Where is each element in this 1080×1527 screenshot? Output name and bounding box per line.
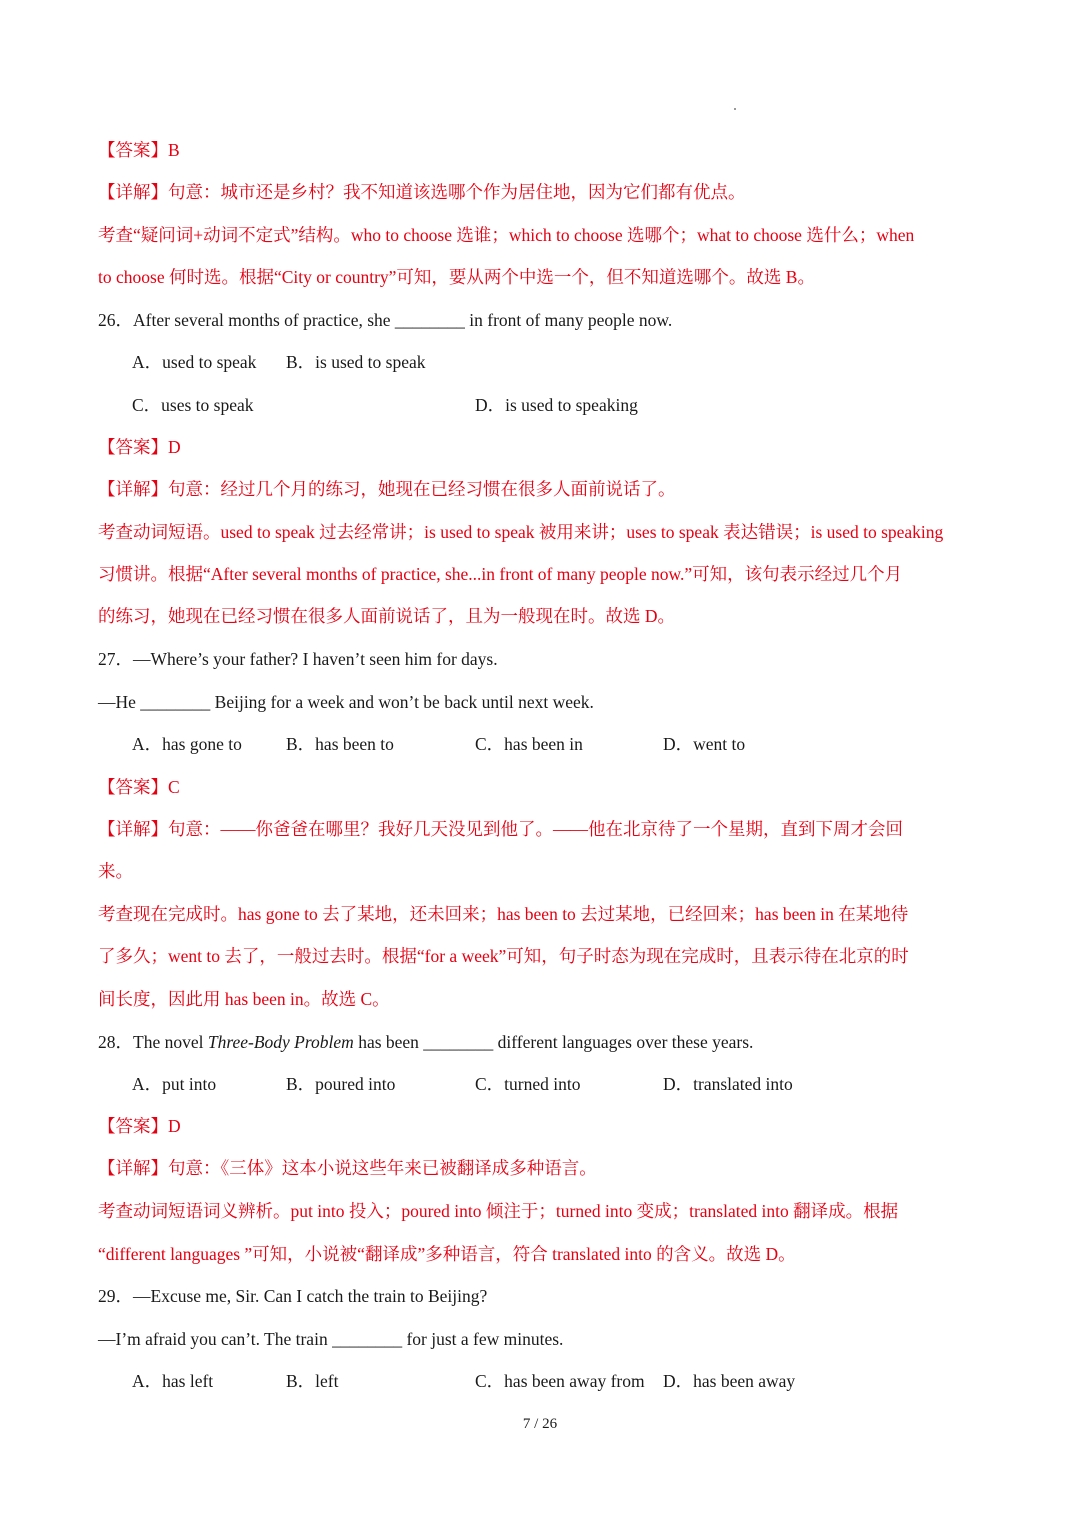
q27-stem-line-2: —He ________ Beijing for a week and won’t be back until next week.	[98, 692, 594, 712]
q25-analysis-line-2: to choose 何时选。根据“City or country”可知，要从两个中选一个，但不知道选哪个。故选 B。	[98, 267, 815, 287]
q28-novel-title: Three-Body Problem	[207, 1032, 354, 1052]
q28-answer: 【答案】D	[98, 1116, 181, 1136]
q27-detail-line-2: 来。	[98, 861, 133, 881]
q29-option-d: D．has been away	[663, 1371, 796, 1391]
q25-analysis-line-1: 考查“疑问词+动词不定式”结构。who to choose 选谁；which to choose 选哪个；what to choose 选什么；when	[98, 225, 915, 245]
q28-option-d: D．translated into	[663, 1074, 793, 1094]
q28-stem-suffix: has been ________ different languages over these years.	[353, 1032, 754, 1052]
q29-stem-line-1: 29．—Excuse me, Sir. Can I catch the train to Beijing?	[98, 1286, 488, 1306]
q26-option-c: C．uses to speak	[132, 395, 254, 415]
q29-stem-line-2: —I’m afraid you can’t. The train ________ for just a few minutes.	[98, 1329, 564, 1349]
q25-detail: 【详解】句意：城市还是乡村？我不知道该选哪个作为居住地，因为它们都有优点。	[98, 182, 746, 202]
q26-answer: 【答案】D	[98, 437, 181, 457]
q27-analysis-line-3: 间长度，因此用 has been in。故选 C。	[98, 989, 390, 1009]
scan-dot	[734, 108, 736, 110]
q26-option-d: D．is used to speaking	[475, 395, 638, 415]
q28-analysis-line-2: “different languages ”可知，小说被“翻译成”多种语言，符合 translated into 的含义。故选 D。	[98, 1244, 796, 1264]
q28-option-c: C．turned into	[475, 1074, 581, 1094]
q26-analysis-line-3: 的练习，她现在已经习惯在很多人面前说话了，且为一般现在时。故选 D。	[98, 606, 676, 626]
q27-analysis-line-1: 考查现在完成时。has gone to 去了某地，还未回来；has been to 去过某地，已经回来；has been in 在某地待	[98, 904, 909, 924]
q27-option-c: C．has been in	[475, 734, 583, 754]
q28-analysis-line-1: 考查动词短语词义辨析。put into 投入；poured into 倾注于；turned into 变成；translated into 翻译成。根据	[98, 1201, 899, 1221]
q26-analysis-line-2: 习惯讲。根据“After several months of practice, she...in front of many people now.”可知，该句表示经过几个月	[98, 564, 903, 584]
page-number: 7 / 26	[522, 1416, 558, 1432]
q26-analysis-line-1: 考查动词短语。used to speak 过去经常讲；is used to speak 被用来讲；uses to speak 表达错误；is used to speaking	[98, 522, 944, 542]
q29-option-b: B．left	[286, 1371, 339, 1391]
q29-option-a: A．has left	[132, 1371, 214, 1391]
q27-analysis-line-2: 了多久；went to 去了，一般过去时。根据“for a week”可知，句子时态为现在完成时，且表示待在北京的时	[98, 946, 909, 966]
q28-option-a: A．put into	[132, 1074, 217, 1094]
q27-stem-line-1: 27．—Where’s your father? I haven’t seen him for days.	[98, 649, 498, 669]
q27-answer: 【答案】C	[98, 777, 180, 797]
q28-option-b: B．poured into	[286, 1074, 396, 1094]
q28-stem	[98, 1030, 753, 1054]
q26-stem: 26．After several months of practice, she ________ in front of many people now.	[98, 310, 673, 330]
q27-option-d: D．went to	[663, 734, 746, 754]
q26-option-a: A．used to speak	[132, 352, 257, 372]
q27-detail-line-1: 【详解】句意：——你爸爸在哪里？我好几天没见到他了。——他在北京待了一个星期，直到下周才会回	[98, 819, 903, 839]
q26-detail: 【详解】句意：经过几个月的练习，她现在已经习惯在很多人面前说话了。	[98, 479, 676, 499]
q29-option-c: C．has been away from	[475, 1371, 645, 1391]
q25-answer: 【答案】B	[98, 140, 180, 160]
q27-option-a: A．has gone to	[132, 734, 242, 754]
q28-stem-prefix: 28．The novel	[98, 1032, 208, 1052]
q28-detail: 【详解】句意：《三体》这本小说这些年来已被翻译成多种语言。	[98, 1158, 597, 1178]
q27-option-b: B．has been to	[286, 734, 394, 754]
q26-option-b: B．is used to speak	[286, 352, 426, 372]
